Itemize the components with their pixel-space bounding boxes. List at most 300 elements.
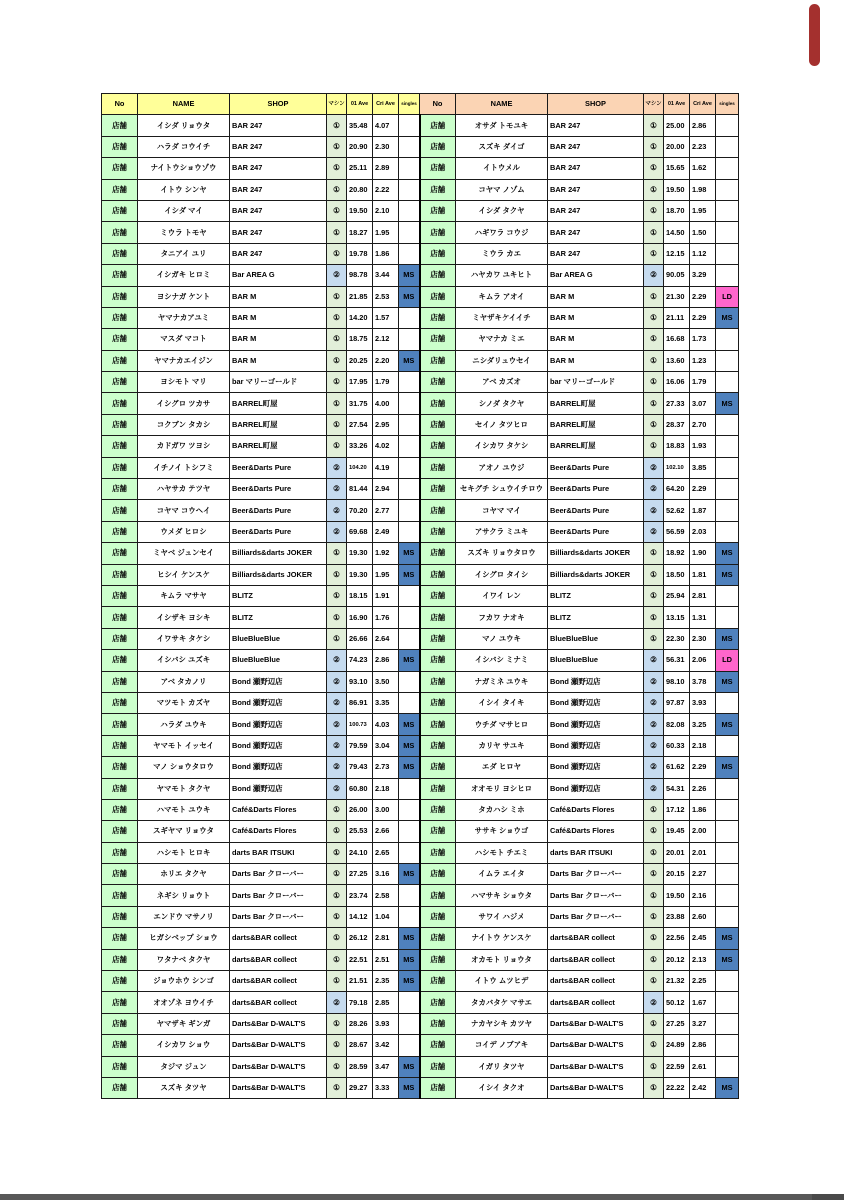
player-name: オサダ トモユキ xyxy=(456,115,548,136)
cri-avg: 3.27 xyxy=(690,1013,716,1034)
shop-name: BAR 247 xyxy=(548,222,644,243)
player-name: カドガワ ツヨシ xyxy=(138,436,230,457)
player-name: ヤマモト イッセイ xyxy=(138,735,230,756)
shop-name: darts BAR ITSUKI xyxy=(548,842,644,863)
player-name: エンドウ マサノリ xyxy=(138,906,230,927)
cri-avg: 2.61 xyxy=(690,1056,716,1077)
horizontal-scrollbar[interactable] xyxy=(0,1194,844,1200)
singles-badge xyxy=(716,521,739,542)
machine-type: ① xyxy=(644,436,664,457)
machine-type: ① xyxy=(644,1077,664,1098)
machine-type: ① xyxy=(327,1013,347,1034)
cri-avg: 3.85 xyxy=(690,457,716,478)
singles-badge xyxy=(399,479,420,500)
player-name: セイノ タツヒロ xyxy=(456,414,548,435)
store-label: 店舗 xyxy=(102,585,138,606)
player-name: コヤマ ノゾム xyxy=(456,179,548,200)
shop-name: darts&BAR collect xyxy=(230,949,327,970)
table-row xyxy=(102,286,739,307)
cri-avg: 2.53 xyxy=(373,286,399,307)
table-row xyxy=(102,949,739,970)
avg-01: 16.90 xyxy=(347,607,373,628)
machine-type: ① xyxy=(327,1035,347,1056)
avg-01: 19.30 xyxy=(347,564,373,585)
shop-name: Bar AREA G xyxy=(230,265,327,286)
machine-type: ① xyxy=(327,799,347,820)
singles-badge xyxy=(399,200,420,221)
avg-01: 16.06 xyxy=(664,372,690,393)
machine-type: ① xyxy=(327,179,347,200)
shop-name: bar マリーゴールド xyxy=(230,372,327,393)
machine-type: ① xyxy=(644,414,664,435)
singles-badge: MS xyxy=(716,628,739,649)
player-name: アオノ ユウジ xyxy=(456,457,548,478)
singles-badge xyxy=(716,500,739,521)
machine-type: ② xyxy=(644,992,664,1013)
store-label: 店舗 xyxy=(420,821,456,842)
scrollbar-track[interactable] xyxy=(810,0,844,1194)
table-row xyxy=(102,479,739,500)
shop-name: Beer&Darts Pure xyxy=(230,500,327,521)
store-label: 店舗 xyxy=(420,564,456,585)
singles-badge xyxy=(399,222,420,243)
player-name: イシカワ タケシ xyxy=(456,436,548,457)
player-name: ナガミネ ユウキ xyxy=(456,671,548,692)
shop-name: BAR M xyxy=(230,286,327,307)
store-label: 店舗 xyxy=(102,286,138,307)
singles-badge: MS xyxy=(399,564,420,585)
table-row xyxy=(102,671,739,692)
store-label: 店舗 xyxy=(420,436,456,457)
player-name: シノダ タクヤ xyxy=(456,393,548,414)
player-name: エダ ヒロヤ xyxy=(456,757,548,778)
store-label: 店舗 xyxy=(102,479,138,500)
avg-01: 17.95 xyxy=(347,372,373,393)
avg-01: 20.01 xyxy=(664,842,690,863)
cri-avg: 3.07 xyxy=(690,393,716,414)
shop-name: Darts&Bar D-WALT'S xyxy=(548,1035,644,1056)
player-name: ナイトウ ケンスケ xyxy=(456,928,548,949)
shop-name: darts&BAR collect xyxy=(548,971,644,992)
shop-name: BLITZ xyxy=(230,607,327,628)
store-label: 店舗 xyxy=(102,350,138,371)
player-name: アサクラ ミユキ xyxy=(456,521,548,542)
store-label: 店舗 xyxy=(102,521,138,542)
cri-avg: 3.78 xyxy=(690,671,716,692)
player-name: イシカワ ショウ xyxy=(138,1035,230,1056)
singles-badge xyxy=(716,179,739,200)
player-name: イシザキ ヨシキ xyxy=(138,607,230,628)
machine-type: ② xyxy=(327,714,347,735)
table-row xyxy=(102,243,739,264)
avg-01: 64.20 xyxy=(664,479,690,500)
singles-badge xyxy=(399,906,420,927)
machine-type: ① xyxy=(327,243,347,264)
avg-01: 20.00 xyxy=(664,136,690,157)
store-label: 店舗 xyxy=(102,992,138,1013)
singles-badge xyxy=(716,329,739,350)
singles-badge xyxy=(716,350,739,371)
cri-avg: 2.30 xyxy=(373,136,399,157)
header-01-avg-right: 01 Ave xyxy=(664,94,690,115)
store-label: 店舗 xyxy=(102,564,138,585)
table-row xyxy=(102,115,739,136)
store-label: 店舗 xyxy=(420,479,456,500)
shop-name: darts&BAR collect xyxy=(230,971,327,992)
avg-01: 20.90 xyxy=(347,136,373,157)
shop-name: Café&Darts Flores xyxy=(230,821,327,842)
cri-avg: 4.07 xyxy=(373,115,399,136)
machine-type: ① xyxy=(327,372,347,393)
table-row xyxy=(102,543,739,564)
avg-01: 28.26 xyxy=(347,1013,373,1034)
player-name: スズキ ダイゴ xyxy=(456,136,548,157)
avg-01: 26.12 xyxy=(347,928,373,949)
singles-badge xyxy=(399,778,420,799)
avg-01: 74.23 xyxy=(347,650,373,671)
shop-name: BAR M xyxy=(548,329,644,350)
player-name: アベ タカノリ xyxy=(138,671,230,692)
machine-type: ② xyxy=(327,265,347,286)
cri-avg: 2.22 xyxy=(373,179,399,200)
store-label: 店舗 xyxy=(102,1056,138,1077)
shop-name: BAR 247 xyxy=(230,243,327,264)
shop-name: Billiards&darts JOKER xyxy=(230,564,327,585)
singles-badge xyxy=(716,885,739,906)
header-no-right: No xyxy=(420,94,456,115)
singles-badge xyxy=(716,243,739,264)
shop-name: BAR 247 xyxy=(230,158,327,179)
store-label: 店舗 xyxy=(102,778,138,799)
singles-badge: MS xyxy=(716,928,739,949)
player-name: ナカヤシキ カツヤ xyxy=(456,1013,548,1034)
singles-badge xyxy=(716,821,739,842)
singles-badge: LD xyxy=(716,286,739,307)
avg-01: 14.12 xyxy=(347,906,373,927)
player-name: ヤマナカ ミエ xyxy=(456,329,548,350)
cri-avg: 1.81 xyxy=(690,564,716,585)
cri-avg: 2.65 xyxy=(373,842,399,863)
cri-avg: 2.86 xyxy=(373,650,399,671)
scrollbar-thumb[interactable] xyxy=(809,4,820,66)
singles-badge xyxy=(399,372,420,393)
store-label: 店舗 xyxy=(102,222,138,243)
machine-type: ② xyxy=(644,757,664,778)
machine-type: ② xyxy=(644,692,664,713)
table-row xyxy=(102,200,739,221)
machine-type: ① xyxy=(644,799,664,820)
machine-type: ② xyxy=(644,521,664,542)
machine-type: ① xyxy=(644,307,664,328)
player-name: ホリエ タクヤ xyxy=(138,864,230,885)
shop-name: Billiards&darts JOKER xyxy=(548,543,644,564)
machine-type: ② xyxy=(644,650,664,671)
machine-type: ① xyxy=(644,971,664,992)
avg-01: 18.50 xyxy=(664,564,690,585)
player-name: ヒシイ ケンスケ xyxy=(138,564,230,585)
player-name: ウチダ マサヒロ xyxy=(456,714,548,735)
singles-badge xyxy=(716,1056,739,1077)
horizontal-scrollbar-thumb[interactable] xyxy=(0,1194,812,1200)
store-label: 店舗 xyxy=(102,692,138,713)
store-label: 店舗 xyxy=(420,222,456,243)
machine-type: ① xyxy=(644,543,664,564)
shop-name: darts&BAR collect xyxy=(230,928,327,949)
machine-type: ① xyxy=(327,393,347,414)
shop-name: Darts&Bar D-WALT'S xyxy=(230,1013,327,1034)
singles-badge xyxy=(716,864,739,885)
store-label: 店舗 xyxy=(420,714,456,735)
cri-avg: 1.67 xyxy=(690,992,716,1013)
shop-name: BAR M xyxy=(548,307,644,328)
machine-type: ① xyxy=(327,200,347,221)
avg-01: 14.50 xyxy=(664,222,690,243)
machine-type: ① xyxy=(644,885,664,906)
store-label: 店舗 xyxy=(102,329,138,350)
singles-badge: MS xyxy=(399,949,420,970)
player-name: ハシモト ヒロキ xyxy=(138,842,230,863)
avg-01: 21.11 xyxy=(664,307,690,328)
store-label: 店舗 xyxy=(420,414,456,435)
singles-badge xyxy=(716,479,739,500)
cri-avg: 1.86 xyxy=(690,799,716,820)
shop-name: BAR 247 xyxy=(230,200,327,221)
singles-badge xyxy=(399,692,420,713)
store-label: 店舗 xyxy=(420,372,456,393)
shop-name: darts BAR ITSUKI xyxy=(230,842,327,863)
shop-name: BLITZ xyxy=(548,585,644,606)
table-row xyxy=(102,393,739,414)
cri-avg: 2.29 xyxy=(690,307,716,328)
shop-name: Darts Bar クローバー xyxy=(230,885,327,906)
cri-avg: 1.31 xyxy=(690,607,716,628)
singles-badge xyxy=(716,222,739,243)
machine-type: ① xyxy=(644,243,664,264)
machine-type: ① xyxy=(644,864,664,885)
machine-type: ① xyxy=(644,928,664,949)
store-label: 店舗 xyxy=(420,1056,456,1077)
cri-avg: 2.13 xyxy=(690,949,716,970)
shop-name: Beer&Darts Pure xyxy=(230,521,327,542)
shop-name: BlueBlueBlue xyxy=(548,628,644,649)
player-name: イムラ エイタ xyxy=(456,864,548,885)
singles-badge xyxy=(716,115,739,136)
machine-type: ② xyxy=(327,992,347,1013)
cri-avg: 2.70 xyxy=(690,414,716,435)
table-row xyxy=(102,714,739,735)
table-row xyxy=(102,992,739,1013)
singles-badge xyxy=(399,329,420,350)
shop-name: BARREL町屋 xyxy=(230,393,327,414)
avg-01: 23.88 xyxy=(664,906,690,927)
shop-name: BARREL町屋 xyxy=(230,414,327,435)
table-row xyxy=(102,607,739,628)
machine-type: ① xyxy=(327,906,347,927)
cri-avg: 1.92 xyxy=(373,543,399,564)
singles-badge xyxy=(716,1013,739,1034)
cri-avg: 2.29 xyxy=(690,286,716,307)
table-row xyxy=(102,650,739,671)
cri-avg: 2.58 xyxy=(373,885,399,906)
cri-avg: 3.42 xyxy=(373,1035,399,1056)
player-name: イシイ タイキ xyxy=(456,692,548,713)
cri-avg: 2.66 xyxy=(373,821,399,842)
machine-type: ① xyxy=(644,949,664,970)
machine-type: ① xyxy=(327,949,347,970)
cri-avg: 4.19 xyxy=(373,457,399,478)
machine-type: ② xyxy=(644,714,664,735)
store-label: 店舗 xyxy=(102,735,138,756)
shop-name: Darts Bar クローバー xyxy=(548,864,644,885)
shop-name: BARREL町屋 xyxy=(548,436,644,457)
player-name: イシグロ タイシ xyxy=(456,564,548,585)
store-label: 店舗 xyxy=(420,243,456,264)
store-label: 店舗 xyxy=(420,650,456,671)
cri-avg: 2.30 xyxy=(690,628,716,649)
avg-01: 12.15 xyxy=(664,243,690,264)
player-name: イトウ ムツヒデ xyxy=(456,971,548,992)
store-label: 店舗 xyxy=(102,671,138,692)
avg-01: 19.45 xyxy=(664,821,690,842)
store-label: 店舗 xyxy=(102,1013,138,1034)
cri-avg: 1.57 xyxy=(373,307,399,328)
machine-type: ① xyxy=(327,821,347,842)
player-name: ハヤカワ ユキヒト xyxy=(456,265,548,286)
table-row xyxy=(102,1035,739,1056)
singles-badge xyxy=(716,992,739,1013)
avg-01: 18.27 xyxy=(347,222,373,243)
avg-01: 22.56 xyxy=(664,928,690,949)
avg-01: 22.59 xyxy=(664,1056,690,1077)
singles-badge xyxy=(716,971,739,992)
cri-avg: 2.45 xyxy=(690,928,716,949)
store-label: 店舗 xyxy=(420,992,456,1013)
player-name: イチノイ トシフミ xyxy=(138,457,230,478)
cri-avg: 2.29 xyxy=(690,479,716,500)
shop-name: Darts&Bar D-WALT'S xyxy=(548,1077,644,1098)
player-name: ハマモト ユウキ xyxy=(138,799,230,820)
machine-type: ② xyxy=(644,735,664,756)
table-row xyxy=(102,457,739,478)
store-label: 店舗 xyxy=(102,179,138,200)
singles-badge xyxy=(399,1013,420,1034)
shop-name: darts&BAR collect xyxy=(548,928,644,949)
cri-avg: 2.42 xyxy=(690,1077,716,1098)
player-name: ミヤベ ジュンセイ xyxy=(138,543,230,564)
shop-name: BlueBlueBlue xyxy=(548,650,644,671)
singles-badge xyxy=(716,799,739,820)
shop-name: Darts&Bar D-WALT'S xyxy=(548,1056,644,1077)
avg-01: 86.91 xyxy=(347,692,373,713)
player-name: タジマ ジュン xyxy=(138,1056,230,1077)
machine-type: ① xyxy=(644,821,664,842)
avg-01: 25.00 xyxy=(664,115,690,136)
cri-avg: 1.79 xyxy=(690,372,716,393)
store-label: 店舗 xyxy=(420,115,456,136)
avg-01: 19.50 xyxy=(347,200,373,221)
table-row xyxy=(102,799,739,820)
machine-type: ① xyxy=(327,414,347,435)
avg-01: 25.94 xyxy=(664,585,690,606)
table-row xyxy=(102,500,739,521)
player-name: コイデ ノブアキ xyxy=(456,1035,548,1056)
singles-badge: MS xyxy=(716,307,739,328)
avg-01: 98.78 xyxy=(347,265,373,286)
machine-type: ② xyxy=(327,671,347,692)
shop-name: BAR 247 xyxy=(230,179,327,200)
store-label: 店舗 xyxy=(420,350,456,371)
player-name: ミヤザキケイイチ xyxy=(456,307,548,328)
machine-type: ② xyxy=(327,521,347,542)
shop-name: darts&BAR collect xyxy=(230,992,327,1013)
shop-name: Darts Bar クローバー xyxy=(230,906,327,927)
player-name: ハラダ コウイチ xyxy=(138,136,230,157)
singles-badge xyxy=(716,200,739,221)
cri-avg: 3.16 xyxy=(373,864,399,885)
avg-01: 90.05 xyxy=(664,265,690,286)
machine-type: ① xyxy=(327,628,347,649)
singles-badge xyxy=(716,692,739,713)
shop-name: Beer&Darts Pure xyxy=(548,479,644,500)
singles-badge: MS xyxy=(399,350,420,371)
singles-badge: MS xyxy=(716,564,739,585)
cri-avg: 1.95 xyxy=(690,200,716,221)
header-singles: singles xyxy=(399,94,420,115)
shop-name: Bond 瀬野辺店 xyxy=(230,778,327,799)
cri-avg: 2.85 xyxy=(373,992,399,1013)
cri-avg: 2.23 xyxy=(690,136,716,157)
player-name: ニシダリュウセイ xyxy=(456,350,548,371)
shop-name: BAR M xyxy=(230,329,327,350)
avg-01: 54.31 xyxy=(664,778,690,799)
singles-badge: MS xyxy=(399,735,420,756)
avg-01: 27.33 xyxy=(664,393,690,414)
store-label: 店舗 xyxy=(420,158,456,179)
player-name: イシダ タクヤ xyxy=(456,200,548,221)
singles-badge xyxy=(399,414,420,435)
cri-avg: 1.12 xyxy=(690,243,716,264)
store-label: 店舗 xyxy=(420,1035,456,1056)
machine-type: ② xyxy=(327,500,347,521)
store-label: 店舗 xyxy=(102,714,138,735)
shop-name: Billiards&darts JOKER xyxy=(548,564,644,585)
singles-badge: MS xyxy=(716,1077,739,1098)
avg-01: 100.73 xyxy=(347,714,373,735)
machine-type: ① xyxy=(327,928,347,949)
player-name: タカバタケ マサエ xyxy=(456,992,548,1013)
store-label: 店舗 xyxy=(420,521,456,542)
singles-badge xyxy=(716,372,739,393)
shop-name: Darts Bar クローバー xyxy=(548,885,644,906)
store-label: 店舗 xyxy=(102,115,138,136)
avg-01: 31.75 xyxy=(347,393,373,414)
machine-type: ① xyxy=(644,1056,664,1077)
cri-avg: 4.00 xyxy=(373,393,399,414)
player-name: スズキ タツヤ xyxy=(138,1077,230,1098)
shop-name: BAR M xyxy=(548,350,644,371)
store-label: 店舗 xyxy=(102,842,138,863)
cri-avg: 2.86 xyxy=(690,1035,716,1056)
store-label: 店舗 xyxy=(102,971,138,992)
cri-avg: 2.64 xyxy=(373,628,399,649)
player-name: カリヤ サユキ xyxy=(456,735,548,756)
avg-01: 81.44 xyxy=(347,479,373,500)
cri-avg: 2.35 xyxy=(373,971,399,992)
shop-name: Darts Bar クローバー xyxy=(548,906,644,927)
store-label: 店舗 xyxy=(102,543,138,564)
player-name: ジョウホウ シンゴ xyxy=(138,971,230,992)
machine-type: ① xyxy=(327,1056,347,1077)
